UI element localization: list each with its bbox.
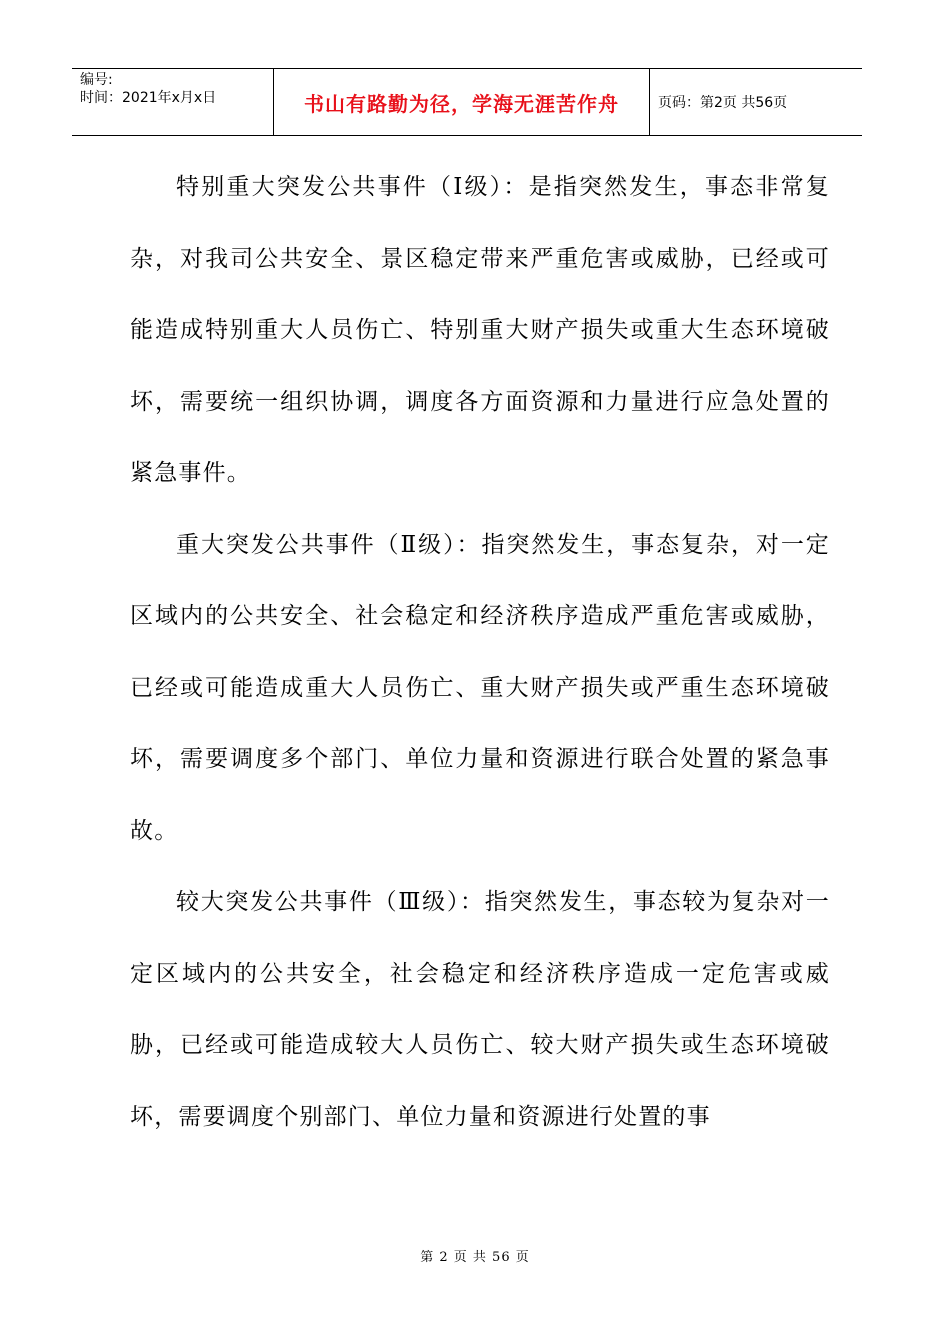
page-footer: 第 2 页 共 56 页 <box>420 1250 530 1265</box>
motto-text: 书山有路勤为径，学海无涯苦作舟 <box>304 91 619 116</box>
document-body <box>130 152 830 1153</box>
header-meta-cell <box>72 69 274 135</box>
header-page-info: 页码：第2页 共56页 <box>658 95 788 111</box>
time-label: 时间：2021年x月x日 <box>80 90 217 106</box>
page-header <box>72 68 862 136</box>
header-motto-cell <box>274 69 650 135</box>
paragraph-level-3: 较大突发公共事件（Ⅲ级）：指突然发生，事态较为复杂对一定区域内的公共安全，社会稳定和经济秩序造成一定危害或威胁，已经或可能造成较大人员伤亡、较大财产损失或生态环境破坏，需要调度个别部门、单位力量和资源进行处置的事 <box>130 889 830 1130</box>
paragraph-level-2: 重大突发公共事件（Ⅱ级）：指突然发生，事态复杂，对一定区域内的公共安全、社会稳定和经济秩序造成严重危害或威胁，已经或可能造成重大人员伤亡、重大财产损失或严重生态环境破坏，需要调度多个部门、单位力量和资源进行联合处置的紧急事故。 <box>130 531 830 844</box>
serial-number-label: 编号: <box>80 72 113 88</box>
paragraph-level-1: 特别重大突发公共事件（Ⅰ级）：是指突然发生，事态非常复杂，对我司公共安全、景区稳定带来严重危害或威胁，已经或可能造成特别重大人员伤亡、特别重大财产损失或重大生态环境破坏，需要统一组织协调，调度各方面资源和力量进行应急处置的紧急事件。 <box>130 174 830 486</box>
header-page-cell <box>650 69 862 135</box>
